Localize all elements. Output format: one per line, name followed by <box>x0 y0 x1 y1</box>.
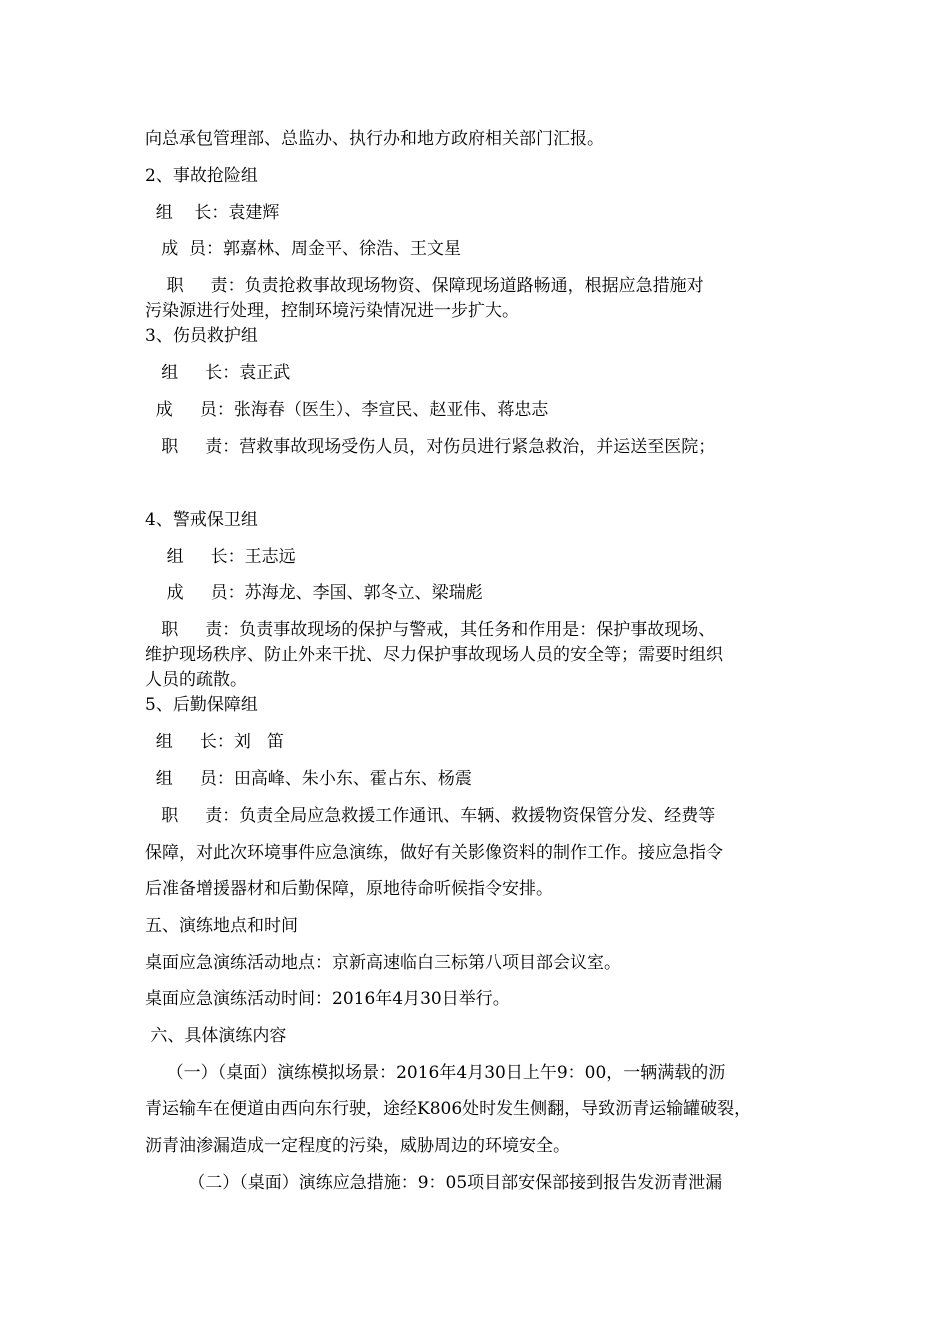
section-heading: 五、演练地点和时间 <box>145 916 298 936</box>
text-line: 沥青油渗漏造成一定程度的污染，威胁周边的环境安全。 <box>145 1136 570 1156</box>
text-line: （一）（桌面）演练模拟场景：2016年4月30日上午9：00，一辆满载的沥 <box>145 1063 726 1083</box>
text-line: （二）（桌面）演练应急措施：9：05项目部安保部接到报告发沥青泄漏 <box>145 1173 723 1193</box>
text-line: 桌面应急演练活动时间：2016年4月30日举行。 <box>145 989 510 1009</box>
text-line: 职 责：营救事故现场受伤人员，对伤员进行紧急救治，并运送至医院； <box>145 437 716 457</box>
text-line: 保障，对此次环境事件应急演练，做好有关影像资料的制作工作。接应急指令 <box>145 843 723 863</box>
section-heading: 2、事故抢险组 <box>145 166 258 186</box>
text-line: 组 长：袁正武 <box>145 363 291 383</box>
section-heading: 六、具体演练内容 <box>145 1026 287 1046</box>
text-line: 组 长：袁建辉 <box>145 203 280 223</box>
text-line: 成 员：苏海龙、李国、郭冬立、梁瑞彪 <box>145 583 483 603</box>
text-line: 青运输车在便道由西向东行驶，途经K806处时发生侧翻，导致沥青运输罐破裂， <box>145 1099 752 1119</box>
text-line: 向总承包管理部、总监办、执行办和地方政府相关部门汇报。 <box>145 129 604 149</box>
text-line: 职 责：负责抢救事故现场物资、保障现场道路畅通，根据应急措施对 <box>145 276 704 296</box>
text-line: 后准备增援器材和后勤保障，原地待命听候指令安排。 <box>145 879 553 899</box>
text-line: 人员的疏散。 <box>145 670 247 690</box>
text-line: 组 长：刘 笛 <box>145 732 285 752</box>
text-line: 成 员：张海春（医生）、李宣民、赵亚伟、蒋忠志 <box>145 400 549 420</box>
text-line: 维护现场秩序、防止外来干扰、尽力保护事故现场人员的安全等；需要时组织 <box>145 645 723 665</box>
text-line: 桌面应急演练活动地点：京新高速临白三标第八项目部会议室。 <box>145 953 621 973</box>
section-heading: 3、伤员救护组 <box>145 326 258 346</box>
text-line: 组 员：田高峰、朱小东、霍占东、杨震 <box>145 769 472 789</box>
text-line: 组 长：王志远 <box>145 547 296 567</box>
section-heading: 5、后勤保障组 <box>145 695 258 715</box>
text-line: 成 员：郭嘉林、周金平、徐浩、王文星 <box>145 239 462 259</box>
section-heading: 4、警戒保卫组 <box>145 510 258 530</box>
text-line: 职 责：负责事故现场的保护与警戒，其任务和作用是：保护事故现场、 <box>145 620 716 640</box>
text-line: 职 责：负责全局应急救援工作通讯、车辆、救援物资保管分发、经费等 <box>145 806 716 826</box>
text-line: 污染源进行处理，控制环境污染情况进一步扩大。 <box>145 301 519 321</box>
